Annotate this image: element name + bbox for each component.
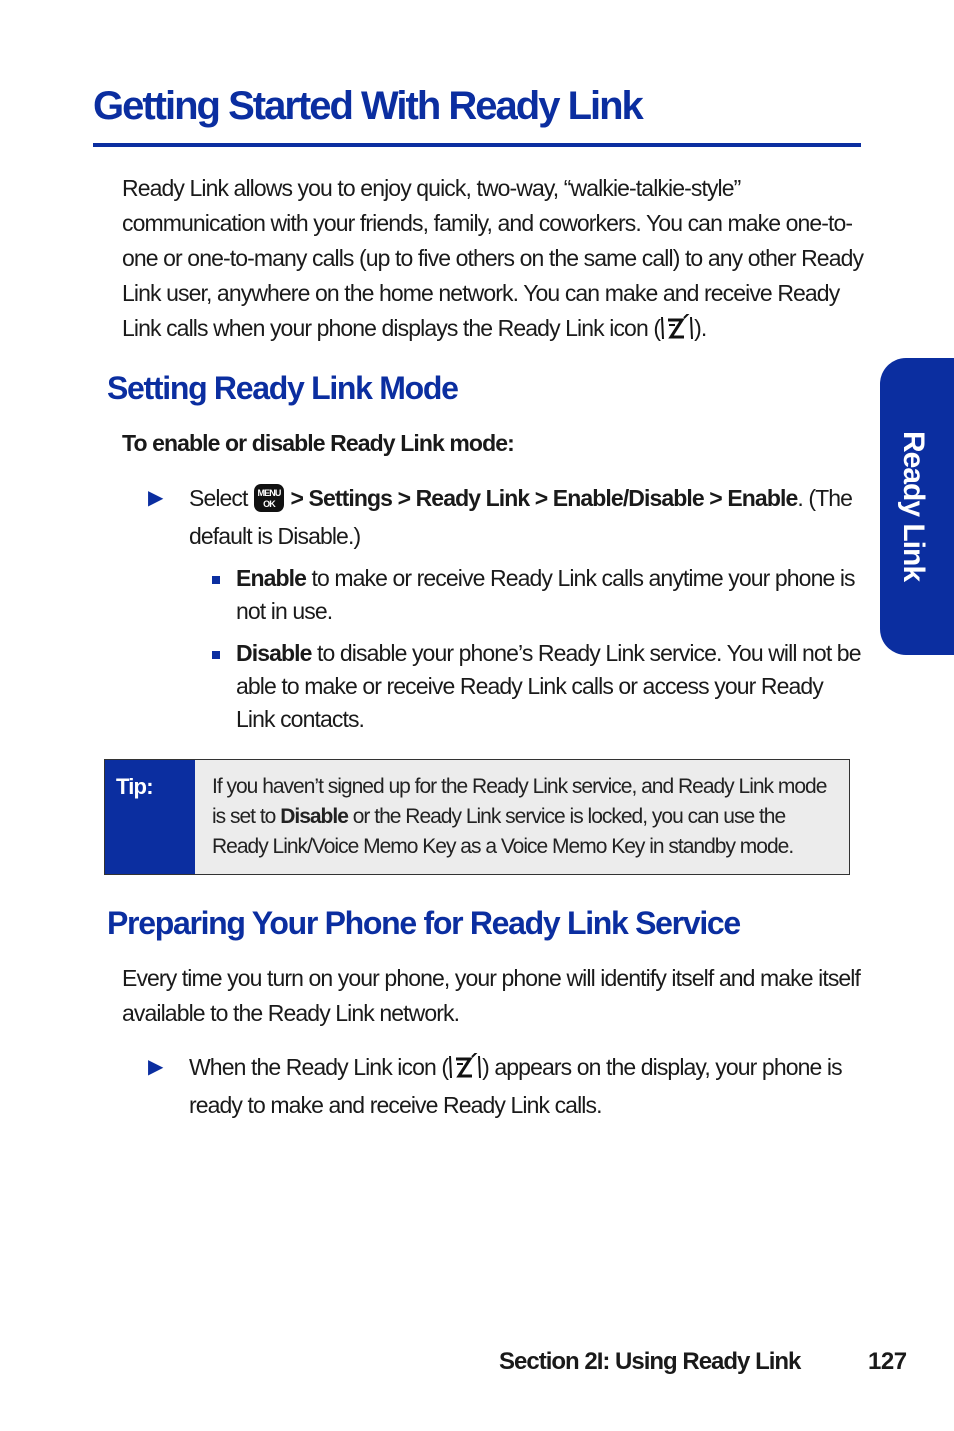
menu-icon-top: MENU <box>257 488 281 498</box>
intro-text: Ready Link allows you to enjoy quick, two-way, “walkie-talkie-style” communication with your friends, family, and coworkers. You can make one-to-one or one-to-many calls (up to five others on the same call) to any other Ready Link user, anywhere on the home network. You can make and receive Ready Link calls when your phone displays the Ready Link icon ( <box>122 175 864 341</box>
setting-mode-subheading: To enable or disable Ready Link mode: <box>122 430 514 456</box>
tip-text <box>212 772 842 862</box>
step-arrow-icon: ▶ <box>148 487 163 509</box>
option-description: to make or receive Ready Link calls anytime your phone is not in use. <box>236 565 855 624</box>
tip-box <box>104 759 850 875</box>
footer-page-number: 127 <box>868 1348 907 1375</box>
step-prefix: Select <box>189 485 248 511</box>
option-disable <box>212 637 862 736</box>
tip-label-cell <box>105 760 195 874</box>
tip-text-before: If you haven’t signed up for the Ready Link service, and Ready Link mode is set to <box>212 775 827 828</box>
page-title: Getting Started With Ready Link <box>93 84 642 128</box>
ready-link-icon <box>448 1053 482 1081</box>
intro-text-end: ). <box>694 315 707 341</box>
option-description: to disable your phone’s Ready Link service. You will not be able to make or receive Ready Link calls or access your Ready Link contacts. <box>236 640 861 732</box>
step-suffix: . (The default is Disable.) <box>189 485 853 549</box>
preparing-step-before: When the Ready Link icon ( <box>189 1054 449 1080</box>
bullet-square-icon <box>212 576 220 584</box>
bullet-square-icon <box>212 651 220 659</box>
option-term: Disable <box>236 640 312 666</box>
preparing-step <box>148 1048 863 1124</box>
tip-label: Tip: <box>116 774 153 799</box>
preparing-paragraph: Every time you turn on your phone, your phone will identify itself and make itself available to the Ready Link network. <box>122 965 861 1026</box>
tip-text-bold: Disable <box>280 805 348 828</box>
preparing-heading: Preparing Your Phone for Ready Link Service <box>107 905 740 941</box>
setting-mode-heading: Setting Ready Link Mode <box>107 370 458 406</box>
preparing-step-after: ) appears on the display, your phone is ready to make and receive Ready Link calls. <box>189 1054 842 1118</box>
option-enable <box>212 562 862 628</box>
side-tab-label: Ready Link <box>897 430 930 582</box>
intro-paragraph <box>122 171 867 346</box>
ready-link-icon <box>660 314 694 342</box>
tip-text-after: or the Ready Link service is locked, you can use the Ready Link/Voice Memo Key as a Voice Memo Key in standby mode. <box>212 805 794 858</box>
setting-mode-step <box>148 479 863 555</box>
step-menu-path: > Settings > Ready Link > Enable/Disable > Enable <box>285 485 798 511</box>
menu-icon-bottom: OK <box>263 499 275 509</box>
menu-ok-key-icon <box>253 483 285 513</box>
option-term: Enable <box>236 565 307 591</box>
side-tab <box>880 358 954 655</box>
step-arrow-icon: ▶ <box>148 1056 163 1078</box>
footer-section-title: Section 2I: Using Ready Link <box>499 1348 801 1375</box>
title-rule <box>93 143 861 147</box>
